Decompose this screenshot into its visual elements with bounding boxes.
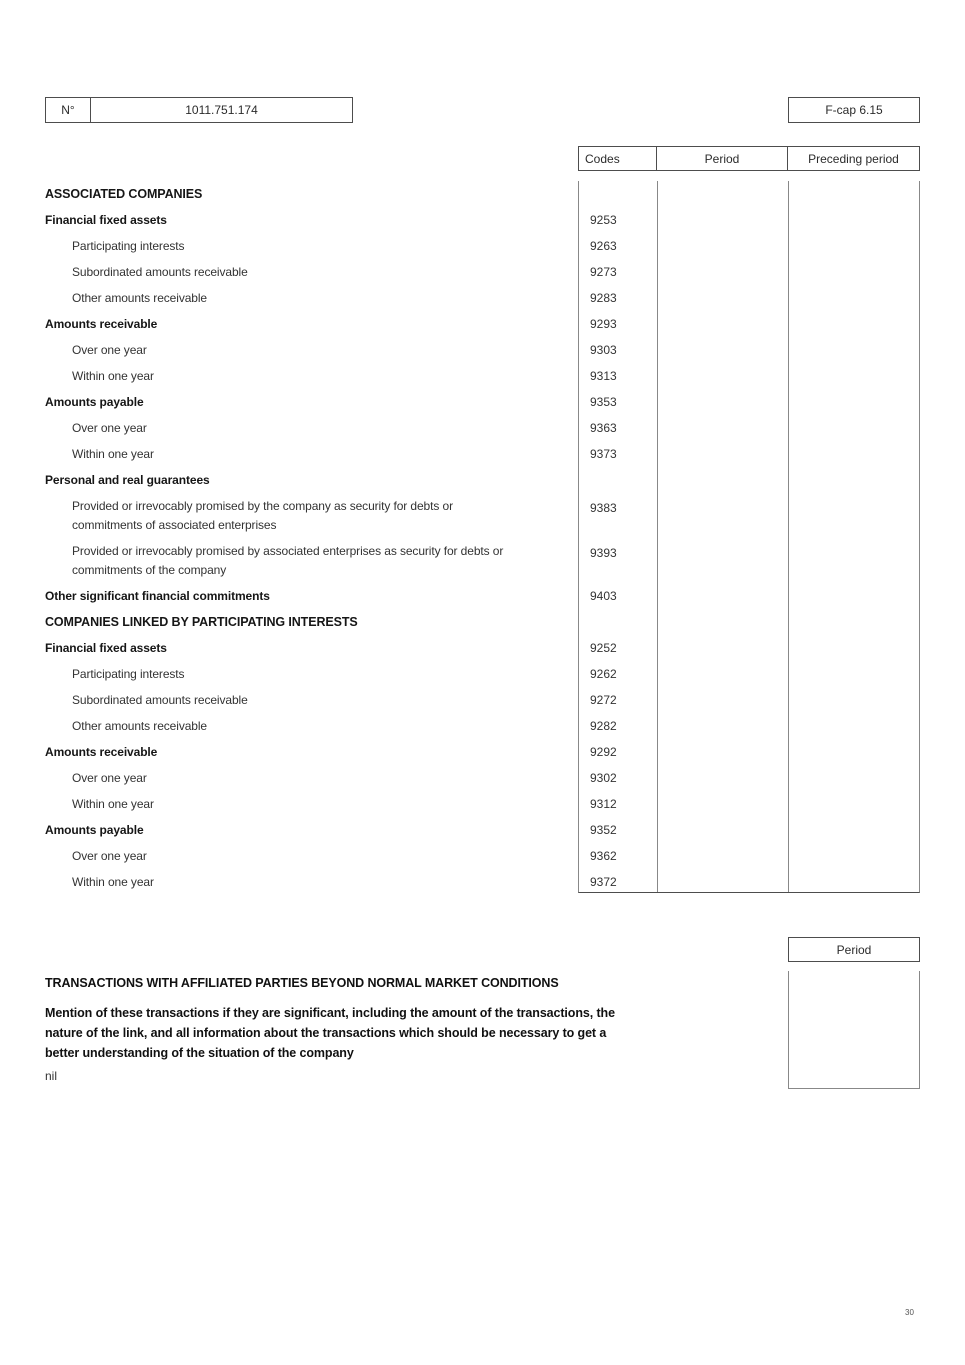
page-number: 30 bbox=[905, 1308, 914, 1317]
table-row bbox=[45, 181, 920, 207]
table-row bbox=[45, 713, 920, 739]
row-label: Personal and real guarantees bbox=[45, 473, 210, 487]
transactions-description-line: nature of the link, and all information about the transactions which should be necessary to get a bbox=[45, 1026, 607, 1040]
table-row bbox=[45, 817, 920, 843]
transactions-value: nil bbox=[45, 1069, 58, 1083]
table-row bbox=[45, 583, 920, 609]
row-label: COMPANIES LINKED BY PARTICIPATING INTERESTS bbox=[45, 615, 358, 629]
transactions-description-line: Mention of these transactions if they are significant, including the amount of the transactions, the bbox=[45, 1006, 615, 1020]
table-row bbox=[45, 869, 920, 895]
header-period: Period bbox=[657, 147, 788, 170]
transactions-period-field bbox=[788, 971, 920, 1089]
row-label: Financial fixed assets bbox=[45, 213, 167, 227]
number-label: N° bbox=[46, 98, 91, 122]
row-label: Over one year bbox=[72, 849, 147, 863]
row-label: ASSOCIATED COMPANIES bbox=[45, 187, 203, 201]
row-label: Other amounts receivable bbox=[72, 719, 208, 733]
transactions-heading: TRANSACTIONS WITH AFFILIATED PARTIES BEYOND NORMAL MARKET CONDITIONS bbox=[45, 976, 559, 990]
row-code: 9353 bbox=[590, 395, 617, 409]
row-code: 9263 bbox=[590, 239, 617, 253]
table-row bbox=[45, 467, 920, 493]
table-row bbox=[45, 609, 920, 635]
row-label: Amounts payable bbox=[45, 395, 144, 409]
table-column-headers bbox=[578, 146, 920, 171]
company-number-box bbox=[45, 97, 353, 123]
row-code: 9283 bbox=[590, 291, 617, 305]
row-code: 9352 bbox=[590, 823, 617, 837]
transactions-description-line: better understanding of the situation of the company bbox=[45, 1046, 354, 1060]
row-label: Other amounts receivable bbox=[72, 291, 208, 305]
row-label: Amounts payable bbox=[45, 823, 144, 837]
row-label: Over one year bbox=[72, 421, 147, 435]
row-code: 9273 bbox=[590, 265, 617, 279]
row-code: 9393 bbox=[590, 546, 617, 560]
row-code: 9253 bbox=[590, 213, 617, 227]
row-label: Financial fixed assets bbox=[45, 641, 167, 655]
row-code: 9373 bbox=[590, 447, 617, 461]
row-code: 9403 bbox=[590, 589, 617, 603]
row-label: Over one year bbox=[72, 771, 147, 785]
row-label: Subordinated amounts receivable bbox=[72, 265, 248, 279]
table-row bbox=[45, 493, 920, 538]
row-label: Other significant financial commitments bbox=[45, 589, 270, 603]
row-code: 9312 bbox=[590, 797, 617, 811]
row-label: Participating interests bbox=[72, 239, 185, 253]
row-label: Amounts receivable bbox=[45, 745, 158, 759]
row-label: Subordinated amounts receivable bbox=[72, 693, 248, 707]
row-label: Within one year bbox=[72, 447, 154, 461]
row-label: Participating interests bbox=[72, 667, 185, 681]
table-row bbox=[45, 791, 920, 817]
row-code: 9363 bbox=[590, 421, 617, 435]
row-label: Within one year bbox=[72, 797, 154, 811]
table-row bbox=[45, 415, 920, 441]
table-row bbox=[45, 363, 920, 389]
table-row bbox=[45, 285, 920, 311]
row-code: 9282 bbox=[590, 719, 617, 733]
row-code: 9372 bbox=[590, 875, 617, 889]
row-code: 9292 bbox=[590, 745, 617, 759]
row-label: Within one year bbox=[72, 875, 154, 889]
row-code: 9293 bbox=[590, 317, 617, 331]
row-code: 9262 bbox=[590, 667, 617, 681]
table-row bbox=[45, 843, 920, 869]
row-code: 9362 bbox=[590, 849, 617, 863]
row-code: 9302 bbox=[590, 771, 617, 785]
transactions-period-header: Period bbox=[788, 937, 920, 962]
row-label: Over one year bbox=[72, 343, 147, 357]
row-label: Provided or irrevocably promised by associated enterprises as security for debts or commitments of the company bbox=[72, 544, 504, 577]
table-row bbox=[45, 635, 920, 661]
table-row bbox=[45, 538, 920, 583]
row-code: 9252 bbox=[590, 641, 617, 655]
table-row bbox=[45, 739, 920, 765]
row-code: 9313 bbox=[590, 369, 617, 383]
form-code-box: F-cap 6.15 bbox=[788, 97, 920, 123]
row-code: 9272 bbox=[590, 693, 617, 707]
table-row bbox=[45, 389, 920, 415]
company-number: 1011.751.174 bbox=[185, 103, 258, 117]
table-row bbox=[45, 259, 920, 285]
table-row bbox=[45, 311, 920, 337]
row-label: Within one year bbox=[72, 369, 154, 383]
table-row bbox=[45, 661, 920, 687]
table-row bbox=[45, 207, 920, 233]
table-rows bbox=[45, 181, 920, 895]
table-row bbox=[45, 233, 920, 259]
table-row bbox=[45, 765, 920, 791]
transactions-description bbox=[45, 1003, 745, 1063]
row-code: 9383 bbox=[590, 501, 617, 515]
row-label: Provided or irrevocably promised by the company as security for debts or commitments of associated enterprises bbox=[72, 499, 453, 532]
table-row bbox=[45, 337, 920, 363]
row-label: Amounts receivable bbox=[45, 317, 158, 331]
table-row bbox=[45, 441, 920, 467]
header-preceding-period: Preceding period bbox=[808, 151, 899, 166]
header-codes: Codes bbox=[579, 147, 657, 170]
table-row bbox=[45, 687, 920, 713]
row-code: 9303 bbox=[590, 343, 617, 357]
